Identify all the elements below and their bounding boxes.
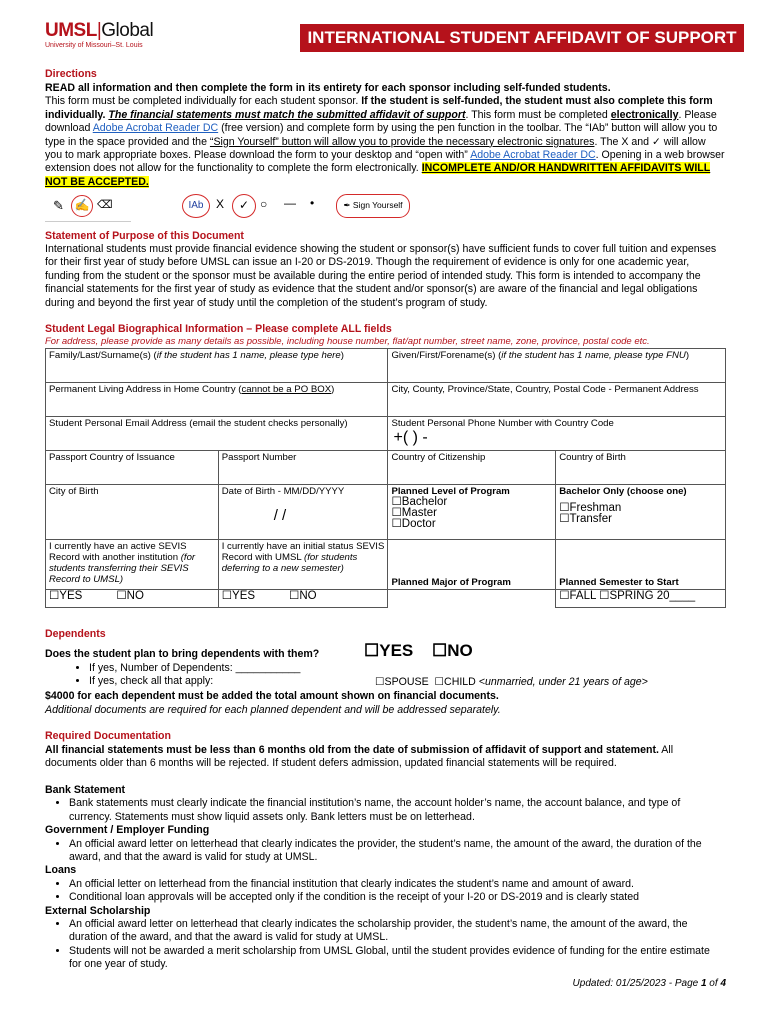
planned-major-field[interactable]: Planned Major of Program — [388, 540, 556, 590]
sevis-active-no-checkbox[interactable]: ☐NO — [116, 590, 144, 602]
directions-heading: Directions — [45, 68, 97, 80]
directions-text: This form must be completed individually for each student sponsor. — [45, 95, 359, 108]
gov-heading: Government / Employer Funding — [45, 824, 210, 837]
citizenship-field[interactable]: Country of Citizenship — [388, 451, 556, 485]
check-tool: ✓ — [232, 194, 256, 218]
freshman-checkbox[interactable]: ☐Freshman — [559, 502, 622, 514]
doctor-checkbox[interactable]: ☐Doctor — [391, 518, 436, 530]
dob-format: / / — [273, 507, 287, 524]
sevis-active-yes-checkbox[interactable]: ☐YES — [49, 590, 83, 602]
dot-tool-icon: • — [310, 196, 315, 210]
sevis-initial-no-checkbox[interactable]: ☐NO — [289, 590, 317, 602]
transfer-checkbox[interactable]: ☐Transfer — [559, 513, 612, 525]
logo-global: Global — [101, 20, 154, 41]
planned-semester-label: Planned Semester to Start — [556, 540, 726, 590]
loans-item: • An official letter on letterhead from the financial institution that clearly indicates the student’s name and amount of award. — [69, 878, 725, 891]
required-intro: All financial statements must be less than 6 months old from the date of submission of affidavit of support and statement. All documents older than 6 months will be rejected. If student defers admission, updated financial statements will be required. — [45, 744, 674, 770]
program-level-field[interactable]: Planned Level of Program ☐Bachelor ☐Master ☐Doctor — [388, 485, 556, 540]
pen-tool-circled-icon: ✍ — [71, 195, 93, 217]
master-checkbox[interactable]: ☐Master — [391, 507, 437, 519]
umsl-global-logo: UMSL|Global University of Missouri–St. Louis — [45, 20, 154, 49]
passport-country-field[interactable]: Passport Country of Issuance — [46, 451, 219, 485]
required-sections — [45, 784, 725, 972]
adobe-reader-link-2[interactable]: Adobe Acrobat Reader DC — [470, 149, 596, 162]
directions-text: (free version) and complete form by using the pen function in the toolbar. The “IAb” button will allow you to type in the space provided and the — [45, 122, 718, 148]
dependents-note: Additional documents are required for each planned dependent and will be addressed separately. — [45, 704, 501, 716]
scholarship-heading: External Scholarship — [45, 904, 151, 917]
purpose-heading: Statement of Purpose of this Document — [45, 230, 244, 242]
form-title-banner: INTERNATIONAL STUDENT AFFIDAVIT OF SUPPORT — [300, 24, 744, 52]
directions-text: . Opening in a web browser extension does not allow for the functionality to complete the form electronically. — [45, 149, 725, 175]
sevis-initial-label: I currently have an initial status SEVIS Record with UMSL (for students deferring to a new semester) — [218, 540, 388, 590]
spouse-checkbox[interactable]: ☐SPOUSE — [375, 676, 429, 688]
phone-format: +( ) - — [393, 429, 428, 446]
dependents-count-item[interactable]: • If yes, Number of Dependents: ___________ — [89, 662, 725, 675]
sevis-active-options — [46, 590, 219, 608]
semester-options[interactable]: ☐FALL ☐SPRING 20____ — [556, 590, 726, 608]
toolbar-pen-image — [45, 193, 131, 222]
logo-subtitle: University of Missouri–St. Louis — [45, 42, 143, 49]
incomplete-warning: INCOMPLETE AND/OR HANDWRITTEN AFFIDAVITS WILL NOT BE ACCEPTED. — [45, 162, 711, 188]
directions-match-note: The financial statements must match the submitted affidavit of support — [108, 108, 466, 121]
birth-country-field[interactable]: Country of Birth — [556, 451, 726, 485]
directions-body — [45, 82, 725, 189]
bank-heading: Bank Statement — [45, 784, 126, 796]
logo-umsl: UMSL — [45, 20, 97, 41]
sign-yourself-label: Sign Yourself — [352, 200, 403, 211]
dependents-rule: $4000 for each dependent must be added the total amount shown on financial documents. — [45, 690, 499, 702]
circle-tool-icon: ○ — [260, 197, 268, 211]
toolbar-fill-sign-image — [182, 193, 412, 221]
scholarship-item: • Students will not be awarded a merit scholarship from UMSL Global, until the student provides evidence of funding for the entire estimate for one year of study. — [69, 945, 725, 972]
loans-heading: Loans — [45, 864, 77, 877]
eraser-icon: ⌫ — [97, 199, 113, 211]
required-heading: Required Documentation — [45, 730, 171, 742]
family-name-field[interactable]: Family/Last/Surname(s) (if the student has 1 name, please type here) — [46, 349, 388, 383]
sevis-initial-options — [218, 590, 388, 608]
sevis-initial-yes-checkbox[interactable]: ☐YES — [221, 590, 256, 602]
phone-field[interactable]: Student Personal Phone Number with Country Code +( ) - — [388, 417, 726, 451]
passport-number-field[interactable]: Passport Number — [218, 451, 388, 485]
page-footer: Updated: 01/25/2023 - Page 1 of 4 — [572, 978, 726, 989]
x-mark-tool: X — [216, 197, 225, 211]
dependents-type-options — [375, 676, 648, 689]
birth-city-field[interactable]: City of Birth — [46, 485, 219, 540]
dob-field[interactable]: Date of Birth - MM/DD/YYYY / / — [218, 485, 388, 540]
directions-self-funded: If the student is self-funded, the student must also complete this form individually. — [45, 95, 713, 121]
bank-item: • Bank statements must clearly indicate the financial institution’s name, the account holder’s name, the account balance, and type of currency. Statements must show liquid assets only. Bank letters must be on letterhead. — [69, 797, 725, 824]
directions-line1: READ all information and then complete the form in its entirety for each sponsor including self-funded students. — [45, 82, 611, 94]
dependents-yes-checkbox[interactable]: ☐YES — [364, 641, 414, 660]
permanent-address-field[interactable]: Permanent Living Address in Home Country (cannot be a PO BOX) — [46, 383, 388, 417]
sevis-active-label: I currently have an active SEVIS Record with another institution (for students transferring their SEVIS Record to UMSL) — [46, 540, 219, 590]
bachelor-type-field[interactable]: Bachelor Only (choose one) ☐Freshman ☐Transfer — [556, 485, 726, 540]
bio-heading: Student Legal Biographical Information – Please complete ALL fields — [45, 323, 392, 335]
dependents-no-checkbox[interactable]: ☐NO — [432, 641, 473, 660]
scholarship-item: • An official award letter on letterhead that clearly indicates the scholarship provider, the student’s name, the amount of the award, the duration of the award, and that the award is valid for study at UMSL. — [69, 918, 725, 945]
dependents-heading: Dependents — [45, 628, 106, 640]
adobe-reader-link[interactable]: Adobe Acrobat Reader DC — [92, 122, 219, 135]
given-name-field[interactable]: Given/First/Forename(s) (if the student has 1 name, please type FNU) — [388, 349, 726, 383]
bachelor-checkbox[interactable]: ☐Bachelor — [391, 496, 448, 508]
line-tool-icon: — — [284, 196, 296, 210]
directions-text: . Please download — [45, 108, 717, 135]
child-checkbox[interactable]: ☐CHILD — [434, 676, 476, 688]
bio-address-note: For address, please provide as many details as possible, including house number, flat/apt number, street name, zone, province, postal code etc. — [45, 336, 650, 347]
sign-icon: ✒ — [343, 200, 353, 211]
biographical-form-table — [45, 348, 726, 608]
directions-text: . This form must be completed — [465, 108, 608, 121]
email-field[interactable]: Student Personal Email Address (email the student checks personally) — [46, 417, 388, 451]
empty-cell — [388, 590, 556, 608]
gov-item: • An official award letter on letterhead that clearly indicates the provider, the student’s name, the amount of the award, the duration of the award, and that the award is valid for study at UMSL. — [69, 838, 725, 865]
sign-yourself-tool — [336, 194, 410, 218]
iab-text-tool: IAb — [182, 194, 210, 218]
loans-item: • Conditional loan approvals will be accepted only if the condition is the receipt of your I-20 or DS-2019 and is clearly stated — [69, 891, 725, 904]
directions-electronically: electronically — [610, 108, 679, 121]
dependents-question: Does the student plan to bring dependents with them? — [45, 648, 320, 660]
pen-icon: ✎ — [53, 198, 64, 213]
directions-sign-yourself: “Sign Yourself” button will allow you to provide the necessary electronic signatures — [209, 135, 595, 148]
city-county-field[interactable]: City, County, Province/State, Country, Postal Code - Permanent Address — [388, 383, 726, 417]
directions-text: . The X and ✓ will allow you to mark appropriate boxes. Please download the form to your desktop and “open with” — [45, 135, 706, 162]
child-note: <unmarried, under 21 years of age> — [478, 676, 648, 688]
purpose-text: International students must provide financial evidence showing the student or sponsor(s) have sufficient funds to cover full tuition and expenses for their first year of study before UMSL can issue an I-20 or DS-2019. Though the requirement of evidence is only for one academic year, funding from the student or the sponsor must be available during the entire period of intended study. This form is intended to accompany the financial statements for the first year of study as evidence that the student and/or sponsor(s) are aware of the financial and legal obligations during and beyond the first year of study until the completion of the student’s program of study. — [45, 243, 717, 309]
dependents-type-item: • If yes, check all that apply: — [89, 675, 725, 688]
